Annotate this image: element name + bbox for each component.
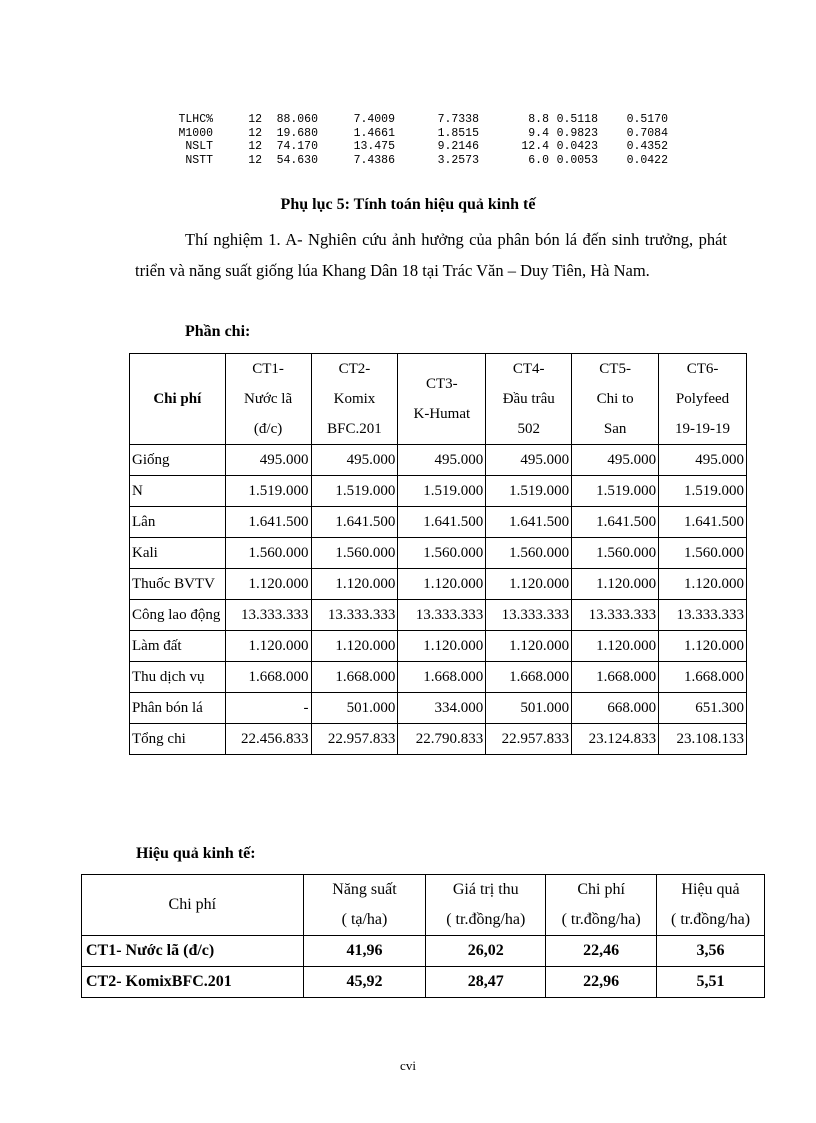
header-line: Komix: [333, 391, 376, 407]
cost-row-label: Tổng chi: [130, 724, 226, 755]
cost-cell: 1.519.000: [659, 476, 747, 507]
cost-cell: 1.560.000: [398, 538, 486, 569]
header-line: 502: [517, 421, 540, 437]
cost-cell: 1.519.000: [486, 476, 572, 507]
cost-cell: 495.000: [311, 445, 398, 476]
cost-cell: 1.560.000: [659, 538, 747, 569]
cost-cell: 22.456.833: [225, 724, 311, 755]
cost-cell: 13.333.333: [311, 600, 398, 631]
appendix-title: Phụ lục 5: Tính toán hiệu quả kinh tế: [280, 196, 536, 213]
eff-header-3: [546, 875, 657, 936]
cost-cell: 1.120.000: [398, 569, 486, 600]
cost-cell: 1.560.000: [486, 538, 572, 569]
cost-cell: 13.333.333: [659, 600, 747, 631]
stats-cell-sd: 1.4661: [353, 126, 395, 140]
stats-cell-se: 3.2573: [437, 153, 479, 167]
cost-cell: 495.000: [572, 445, 659, 476]
cost-cell: 495.000: [486, 445, 572, 476]
header-line: Chi to: [596, 391, 634, 407]
header-line: Chi phí: [168, 896, 217, 913]
stats-cell-name: M1000: [178, 126, 213, 140]
cost-row: [130, 631, 747, 662]
stats-row: [164, 127, 668, 141]
cost-cell: 22.957.833: [311, 724, 398, 755]
cost-cell: 1.120.000: [659, 631, 747, 662]
header-line: Nước lã: [244, 391, 293, 407]
cost-cell: 23.124.833: [572, 724, 659, 755]
page-number: cvi: [400, 1058, 416, 1073]
header-line: Hiệu quả: [681, 881, 740, 898]
cost-cell: 1.668.000: [486, 662, 572, 693]
header-line: K-Humat: [413, 406, 471, 422]
cost-cell: 23.108.133: [659, 724, 747, 755]
header-line: Chi phí: [577, 881, 625, 898]
header-line: (đ/c): [253, 421, 283, 437]
cost-row-label: Làm đất: [130, 631, 226, 662]
header-line: San: [603, 421, 627, 437]
cost-cell: 13.333.333: [398, 600, 486, 631]
cost-cell: 495.000: [659, 445, 747, 476]
header-line: ( tr.đồng/ha): [561, 911, 641, 928]
cost-row-label: Công lao động: [130, 600, 226, 631]
cost-cell: 1.519.000: [225, 476, 311, 507]
stats-cell-p2: 0.7084: [626, 126, 668, 140]
cost-cell: 501.000: [486, 693, 572, 724]
eff-cell: 28,47: [426, 967, 546, 998]
eff-cell: 45,92: [303, 967, 426, 998]
stats-cell-p2: 0.4352: [626, 140, 668, 153]
stats-cell-p1: 0.0423: [556, 140, 598, 153]
cost-cell: 1.120.000: [659, 569, 747, 600]
cost-header-ct4: [486, 354, 572, 445]
stats-cell-se: 7.7338: [437, 113, 479, 126]
cost-cell: 1.641.500: [572, 507, 659, 538]
paragraph-text: Thí nghiệm 1. A- Nghiên cứu ảnh hưởng của phân bón lá đến sinh trưởng, phát triển và năng suất giống lúa Khang Dân 18 tại Trác Văn – Duy Tiên, Hà Nam.: [135, 230, 727, 280]
stats-cell-name: NSLT: [185, 140, 213, 153]
cost-cell: 495.000: [225, 445, 311, 476]
eff-cell: 5,51: [657, 967, 765, 998]
header-line: CT4-: [512, 361, 545, 377]
cost-row: [130, 538, 747, 569]
eff-cell: 22,96: [546, 967, 657, 998]
cost-cell: 13.333.333: [486, 600, 572, 631]
cost-row: [130, 693, 747, 724]
cost-header-ct3: [398, 354, 486, 445]
cost-cell: 1.668.000: [572, 662, 659, 693]
stats-cell-se: 9.2146: [437, 140, 479, 153]
eff-row-label: CT2- KomixBFC.201: [82, 967, 304, 998]
cost-row: [130, 569, 747, 600]
eff-header-4: [657, 875, 765, 936]
stats-cell-sd: 13.475: [353, 140, 395, 153]
header-line: CT6-: [686, 361, 719, 377]
eff-row: [82, 936, 765, 967]
cost-cell: 22.957.833: [486, 724, 572, 755]
cost-row-label: Phân bón lá: [130, 693, 226, 724]
experiment-paragraph: [135, 224, 727, 286]
stats-cell-sd: 7.4009: [353, 113, 395, 126]
cost-header-ct5: [572, 354, 659, 445]
cost-row-label: Giống: [130, 445, 226, 476]
eff-cell: 3,56: [657, 936, 765, 967]
cost-cell: 1.560.000: [572, 538, 659, 569]
header-line: Polyfeed: [675, 391, 730, 407]
cost-cell: 668.000: [572, 693, 659, 724]
cost-cell: 1.120.000: [486, 631, 572, 662]
stats-cell-mean: 74.170: [276, 140, 318, 153]
stats-cell-mean: 88.060: [276, 113, 318, 126]
stats-cell-p2: 0.5170: [626, 113, 668, 126]
cost-cell: 1.120.000: [225, 631, 311, 662]
cost-cell: 1.120.000: [225, 569, 311, 600]
cost-table: [129, 353, 747, 755]
stats-cell-cv: 8.8: [528, 113, 549, 126]
cost-cell: 1.120.000: [311, 631, 398, 662]
header-line: CT1-: [252, 361, 284, 377]
cost-cell: -: [225, 693, 311, 724]
stats-row: [164, 113, 668, 127]
statistics-block: [164, 113, 668, 167]
cost-cell: 1.641.500: [311, 507, 398, 538]
cost-cell: 1.519.000: [311, 476, 398, 507]
stats-cell-n: 12: [248, 140, 262, 153]
cost-cell: 1.668.000: [659, 662, 747, 693]
cost-row: [130, 476, 747, 507]
cost-cell: 1.560.000: [225, 538, 311, 569]
stats-cell-se: 1.8515: [437, 126, 479, 140]
stats-cell-name: NSTT: [185, 153, 213, 167]
cost-row-label: N: [130, 476, 226, 507]
stats-row: [164, 140, 668, 154]
eff-row-label: CT1- Nước lã (đ/c): [82, 936, 304, 967]
cost-cell: 651.300: [659, 693, 747, 724]
cost-cell: 1.519.000: [572, 476, 659, 507]
cost-row: [130, 445, 747, 476]
efficiency-heading: Hiệu quả kinh tế:: [136, 845, 256, 862]
cost-cell: 1.560.000: [311, 538, 398, 569]
header-line: CT2-: [338, 361, 371, 377]
cost-cell: 1.519.000: [398, 476, 486, 507]
cost-row: [130, 724, 747, 755]
cost-row-label: Thuốc BVTV: [130, 569, 226, 600]
cost-cell: 1.120.000: [311, 569, 398, 600]
cost-cell: 334.000: [398, 693, 486, 724]
stats-cell-p2: 0.0422: [626, 153, 668, 167]
cost-cell: 1.120.000: [572, 631, 659, 662]
cost-cell: 501.000: [311, 693, 398, 724]
header-line: Năng suất: [332, 881, 397, 898]
header-line: CT5-: [599, 361, 631, 377]
cost-cell: 13.333.333: [572, 600, 659, 631]
cost-row: [130, 600, 747, 631]
eff-cell: 22,46: [546, 936, 657, 967]
cost-row-label: Thu dịch vụ: [130, 662, 226, 693]
header-line: BFC.201: [327, 421, 382, 437]
cost-cell: 1.120.000: [572, 569, 659, 600]
stats-cell-sd: 7.4386: [353, 153, 395, 167]
cost-row: [130, 662, 747, 693]
efficiency-table: [81, 874, 765, 998]
eff-header-2: [426, 875, 546, 936]
stats-cell-p1: 0.9823: [556, 126, 598, 140]
cost-cell: 1.641.500: [659, 507, 747, 538]
stats-cell-n: 12: [248, 153, 262, 167]
eff-cell: 26,02: [426, 936, 546, 967]
cost-heading: Phần chi:: [185, 323, 251, 340]
cost-header-chi-phi: Chi phí: [130, 354, 226, 445]
cost-header-ct1: [225, 354, 311, 445]
eff-row: [82, 967, 765, 998]
header-line: ( tr.đồng/ha): [446, 911, 526, 928]
eff-header-0: [82, 875, 304, 936]
cost-cell: 1.641.500: [486, 507, 572, 538]
header-line: ( tạ/ha): [341, 911, 388, 928]
stats-cell-n: 12: [248, 113, 262, 126]
cost-cell: 1.668.000: [398, 662, 486, 693]
header-line: CT3-: [426, 376, 458, 392]
cost-cell: 495.000: [398, 445, 486, 476]
eff-cell: 41,96: [303, 936, 426, 967]
cost-header-ct6: [659, 354, 747, 445]
stats-row: [164, 154, 668, 168]
stats-cell-mean: 19.680: [276, 126, 318, 140]
stats-cell-p1: 0.0053: [556, 153, 598, 167]
stats-cell-n: 12: [248, 126, 262, 140]
cost-cell: 1.641.500: [225, 507, 311, 538]
cost-row-label: Kali: [130, 538, 226, 569]
cost-cell: 1.120.000: [398, 631, 486, 662]
stats-cell-p1: 0.5118: [556, 113, 598, 126]
stats-cell-cv: 9.4: [528, 126, 549, 140]
cost-cell: 13.333.333: [225, 600, 311, 631]
header-line: 19-19-19: [675, 421, 731, 437]
header-line: Đầu trâu: [502, 391, 555, 407]
stats-cell-cv: 12.4: [521, 140, 549, 153]
header-line: ( tr.đồng/ha): [670, 911, 751, 928]
header-line: Giá trị thu: [452, 881, 519, 898]
cost-row: [130, 507, 747, 538]
stats-cell-name: TLHC%: [178, 113, 213, 126]
cost-row-label: Lân: [130, 507, 226, 538]
cost-cell: 1.120.000: [486, 569, 572, 600]
cost-cell: 1.668.000: [311, 662, 398, 693]
cost-cell: 22.790.833: [398, 724, 486, 755]
cost-cell: 1.668.000: [225, 662, 311, 693]
stats-cell-mean: 54.630: [276, 153, 318, 167]
eff-header-1: [303, 875, 426, 936]
cost-header-ct2: [311, 354, 398, 445]
cost-cell: 1.641.500: [398, 507, 486, 538]
stats-cell-cv: 6.0: [528, 153, 549, 167]
